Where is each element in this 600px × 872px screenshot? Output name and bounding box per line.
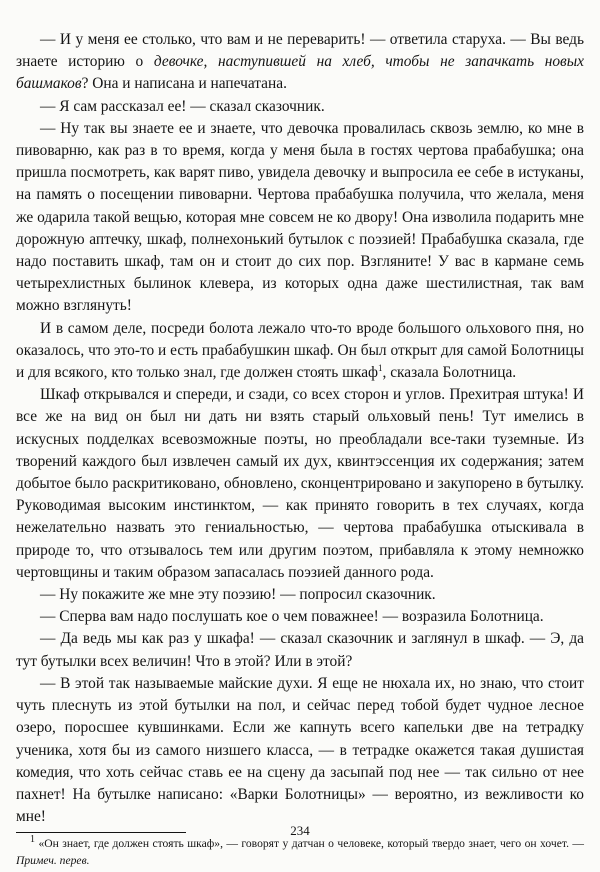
paragraph-6: — Ну покажите же мне эту поэзию! — попросил сказочник. [40,586,436,604]
book-page [16,29,584,869]
footnote-text: «Он знает, где должен стоять шкаф», — говорят у датчан о человеке, который твердо знает, чего он хочет. — [38,837,584,851]
paragraph-1-text-end: ? Она и написана и напечатана. [81,75,287,93]
paragraph-1 [16,29,584,96]
paragraph-4-text-end: , сказала Болотница. [382,364,517,382]
paragraph-4-text: И в самом деле, посреди болота лежало что-то вроде большого ольхового пня, но оказалось, что это-то и есть прабабушкин шкаф. Он был открыт для самой Болотницы и для всякого, кто только знал, где должен стоять шкаф [16,319,584,382]
paragraph-9: — В этой так называемые майские духи. Я еще не нюхала их, но знаю, что стоит чуть плеснуть из этой бутылки на пол, и сейчас перед тобой будет чудное лесное озеро, поросшее кувшинками. Если же капнуть всего капельки две на тетрадку ученика, хотя бы из самого низшего класса, — в тетрадке окажется такая душистая комедия, что хоть сейчас ставь ее на сцену да засыпай под нее — так сильно от нее пахнет! На бутылке написано: «Варки Болотницы» — вероятно, из вежливости ко мне! [16,674,584,826]
paragraph-1-italic-title: девочке, наступившей на хлеб, чтобы не запачкать новых башмаков [16,53,584,93]
footnote-reference: 1 [378,362,383,373]
footnote [16,835,584,869]
paragraph-3: — Ну так вы знаете ее и знаете, что девочка провалилась сквозь землю, ко мне в пивоварню, как раз в то время, когда у меня была в гостях чертова прабабушка; она пришла посмотреть, как варят пиво, увидела девочку и выпросила ее себе в истуканы, на память о посещении пивоварни. Чертова прабабушка получила, что желала, меня же одарила такой вещью, которая мне совсем не ко двору! Она изволила подарить мне дорожную аптечку, шкаф, полнехонький бутылок с поэзией! Прабабушка сказала, где надо поставить шкаф, там он и стоит до сих пор. Взгляните! У вас в кармане семь четырехлистных былинок клевера, из которых одна даже шестилистная, так вам можно взглянуть! [16,119,584,315]
paragraph-1-text: — И у меня ее столько, что вам и не переварить! — ответила старуха. — Вы ведь знаете историю о [16,31,584,71]
paragraph-5: Шкаф открывался и спереди, и сзади, со всех сторон и углов. Прехитрая штука! И все же на вид он был ни дать ни взять старый ольховый пень! Тут имелись в искусных подделках всевозможные поэты, но преобладали все-таки туземные. Из творений каждого был извлечен самый их дух, квинтэссенция их содержания; затем добытое было раскритиковано, обновлено, сконцентрировано и закупорено в бутылку. Руководимая высоким инстинктом, — как принято говорить в тех случаях, когда нежелательно назвать это гениальностью, — чертова прабабушка отыскивала в природе то, что отзывалось тем или другим поэтом, прибавляла к этому немножко чертовщины и таким образом запасалась поэзией данного рода. [16,386,584,581]
paragraph-2: — Я сам рассказал ее! — сказал сказочник. [40,97,325,115]
page-number: 234 [290,823,310,838]
footnote-italic-note: Примеч. перев. [16,854,90,868]
paragraph-7: — Сперва вам надо послушать кое о чем поважнее! — возразила Болотница. [40,608,544,626]
footnote-mark: 1 [30,834,35,846]
paragraph-8: — Да ведь мы как раз у шкафа! — сказал сказочник и заглянул в шкаф. — Э, да тут бутылки всех величин! Что в этой? Или в этой? [16,630,584,670]
paragraph-4 [16,318,584,385]
